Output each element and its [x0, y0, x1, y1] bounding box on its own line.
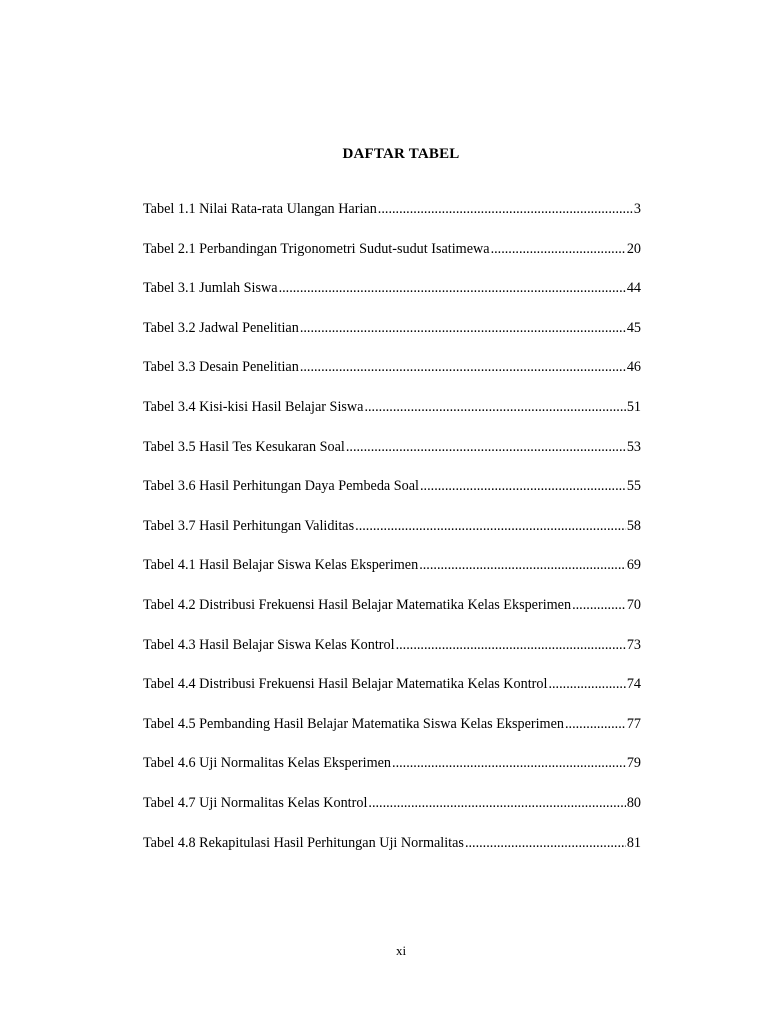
entry-label: Tabel 3.1 Jumlah Siswa [143, 280, 278, 297]
dot-leader [355, 516, 626, 536]
list-item [143, 595, 641, 635]
dot-leader [565, 714, 626, 734]
dot-leader [300, 318, 626, 338]
entry-page-number: 3 [633, 201, 641, 217]
entry-label: Tabel 2.1 Perbandingan Trigonometri Sudut-sudut Isatimewa [143, 240, 490, 257]
dot-leader [419, 555, 626, 575]
dot-leader [491, 239, 626, 259]
entry-page-number: 55 [626, 478, 641, 495]
entry-page-number: 77 [626, 715, 641, 732]
entry-page-number: 70 [626, 596, 641, 613]
entry-page-number: 46 [626, 359, 641, 376]
dot-leader [378, 199, 633, 219]
footer-page-number: xi [395, 943, 407, 958]
list-item [143, 318, 641, 358]
entry-page-number: 58 [626, 517, 641, 534]
entry-label: Tabel 3.7 Hasil Perhitungan Validitas [143, 517, 355, 534]
dot-leader [465, 833, 626, 853]
list-item [143, 555, 641, 595]
entry-label: Tabel 4.2 Distribusi Frekuensi Hasil Belajar Matematika Kelas Eksperimen [143, 596, 572, 613]
list-item [143, 239, 641, 279]
entry-page-number: 51 [626, 398, 641, 415]
dot-leader [368, 793, 625, 813]
entry-page-number: 44 [626, 280, 641, 297]
list-item [143, 793, 641, 833]
page-title: DAFTAR TABEL [342, 146, 460, 162]
dot-leader [572, 595, 626, 615]
entry-label: Tabel 4.7 Uji Normalitas Kelas Kontrol [143, 794, 368, 811]
entry-label: Tabel 4.1 Hasil Belajar Siswa Kelas Eksperimen [143, 557, 419, 574]
entry-page-number: 45 [626, 319, 641, 336]
dot-leader [392, 753, 626, 773]
list-item [143, 199, 641, 239]
entry-label: Tabel 3.2 Jadwal Penelitian [143, 319, 299, 336]
entry-label: Tabel 3.5 Hasil Tes Kesukaran Soal [143, 438, 345, 455]
entry-label: Tabel 4.5 Pembanding Hasil Belajar Matematika Siswa Kelas Eksperimen [143, 715, 564, 732]
entry-page-number: 20 [626, 240, 641, 257]
entry-label: Tabel 4.4 Distribusi Frekuensi Hasil Belajar Matematika Kelas Kontrol [143, 676, 548, 693]
list-item [143, 278, 641, 318]
entry-page-number: 69 [626, 557, 641, 574]
list-item [143, 714, 641, 754]
dot-leader [396, 635, 626, 655]
list-item [143, 635, 641, 675]
entry-label: Tabel 3.4 Kisi-kisi Hasil Belajar Siswa [143, 398, 364, 415]
dot-leader [346, 437, 626, 457]
entry-label: Tabel 1.1 Nilai Rata-rata Ulangan Harian [143, 201, 377, 217]
entry-page-number: 79 [626, 755, 641, 772]
entry-page-number: 81 [626, 834, 641, 851]
entry-label: Tabel 3.3 Desain Penelitian [143, 359, 299, 376]
table-list [143, 199, 641, 872]
list-item [143, 674, 641, 714]
entry-label: Tabel 3.6 Hasil Perhitungan Daya Pembeda Soal [143, 478, 419, 495]
entry-page-number: 73 [626, 636, 641, 653]
entry-page-number: 53 [626, 438, 641, 455]
list-item [143, 476, 641, 516]
entry-label: Tabel 4.6 Uji Normalitas Kelas Eksperimen [143, 755, 392, 772]
list-item [143, 833, 641, 873]
entry-page-number: 80 [626, 794, 641, 811]
dot-leader [300, 357, 626, 377]
dot-leader [364, 397, 625, 417]
entry-label: Tabel 4.8 Rekapitulasi Hasil Perhitungan Uji Normalitas [143, 834, 464, 851]
dot-leader [420, 476, 626, 496]
entry-label: Tabel 4.3 Hasil Belajar Siswa Kelas Kontrol [143, 636, 395, 653]
dot-leader [279, 278, 626, 298]
entry-page-number: 74 [626, 676, 641, 693]
list-item [143, 437, 641, 477]
list-item [143, 753, 641, 793]
list-item [143, 397, 641, 437]
list-item [143, 516, 641, 556]
list-item [143, 357, 641, 397]
dot-leader [548, 674, 625, 694]
